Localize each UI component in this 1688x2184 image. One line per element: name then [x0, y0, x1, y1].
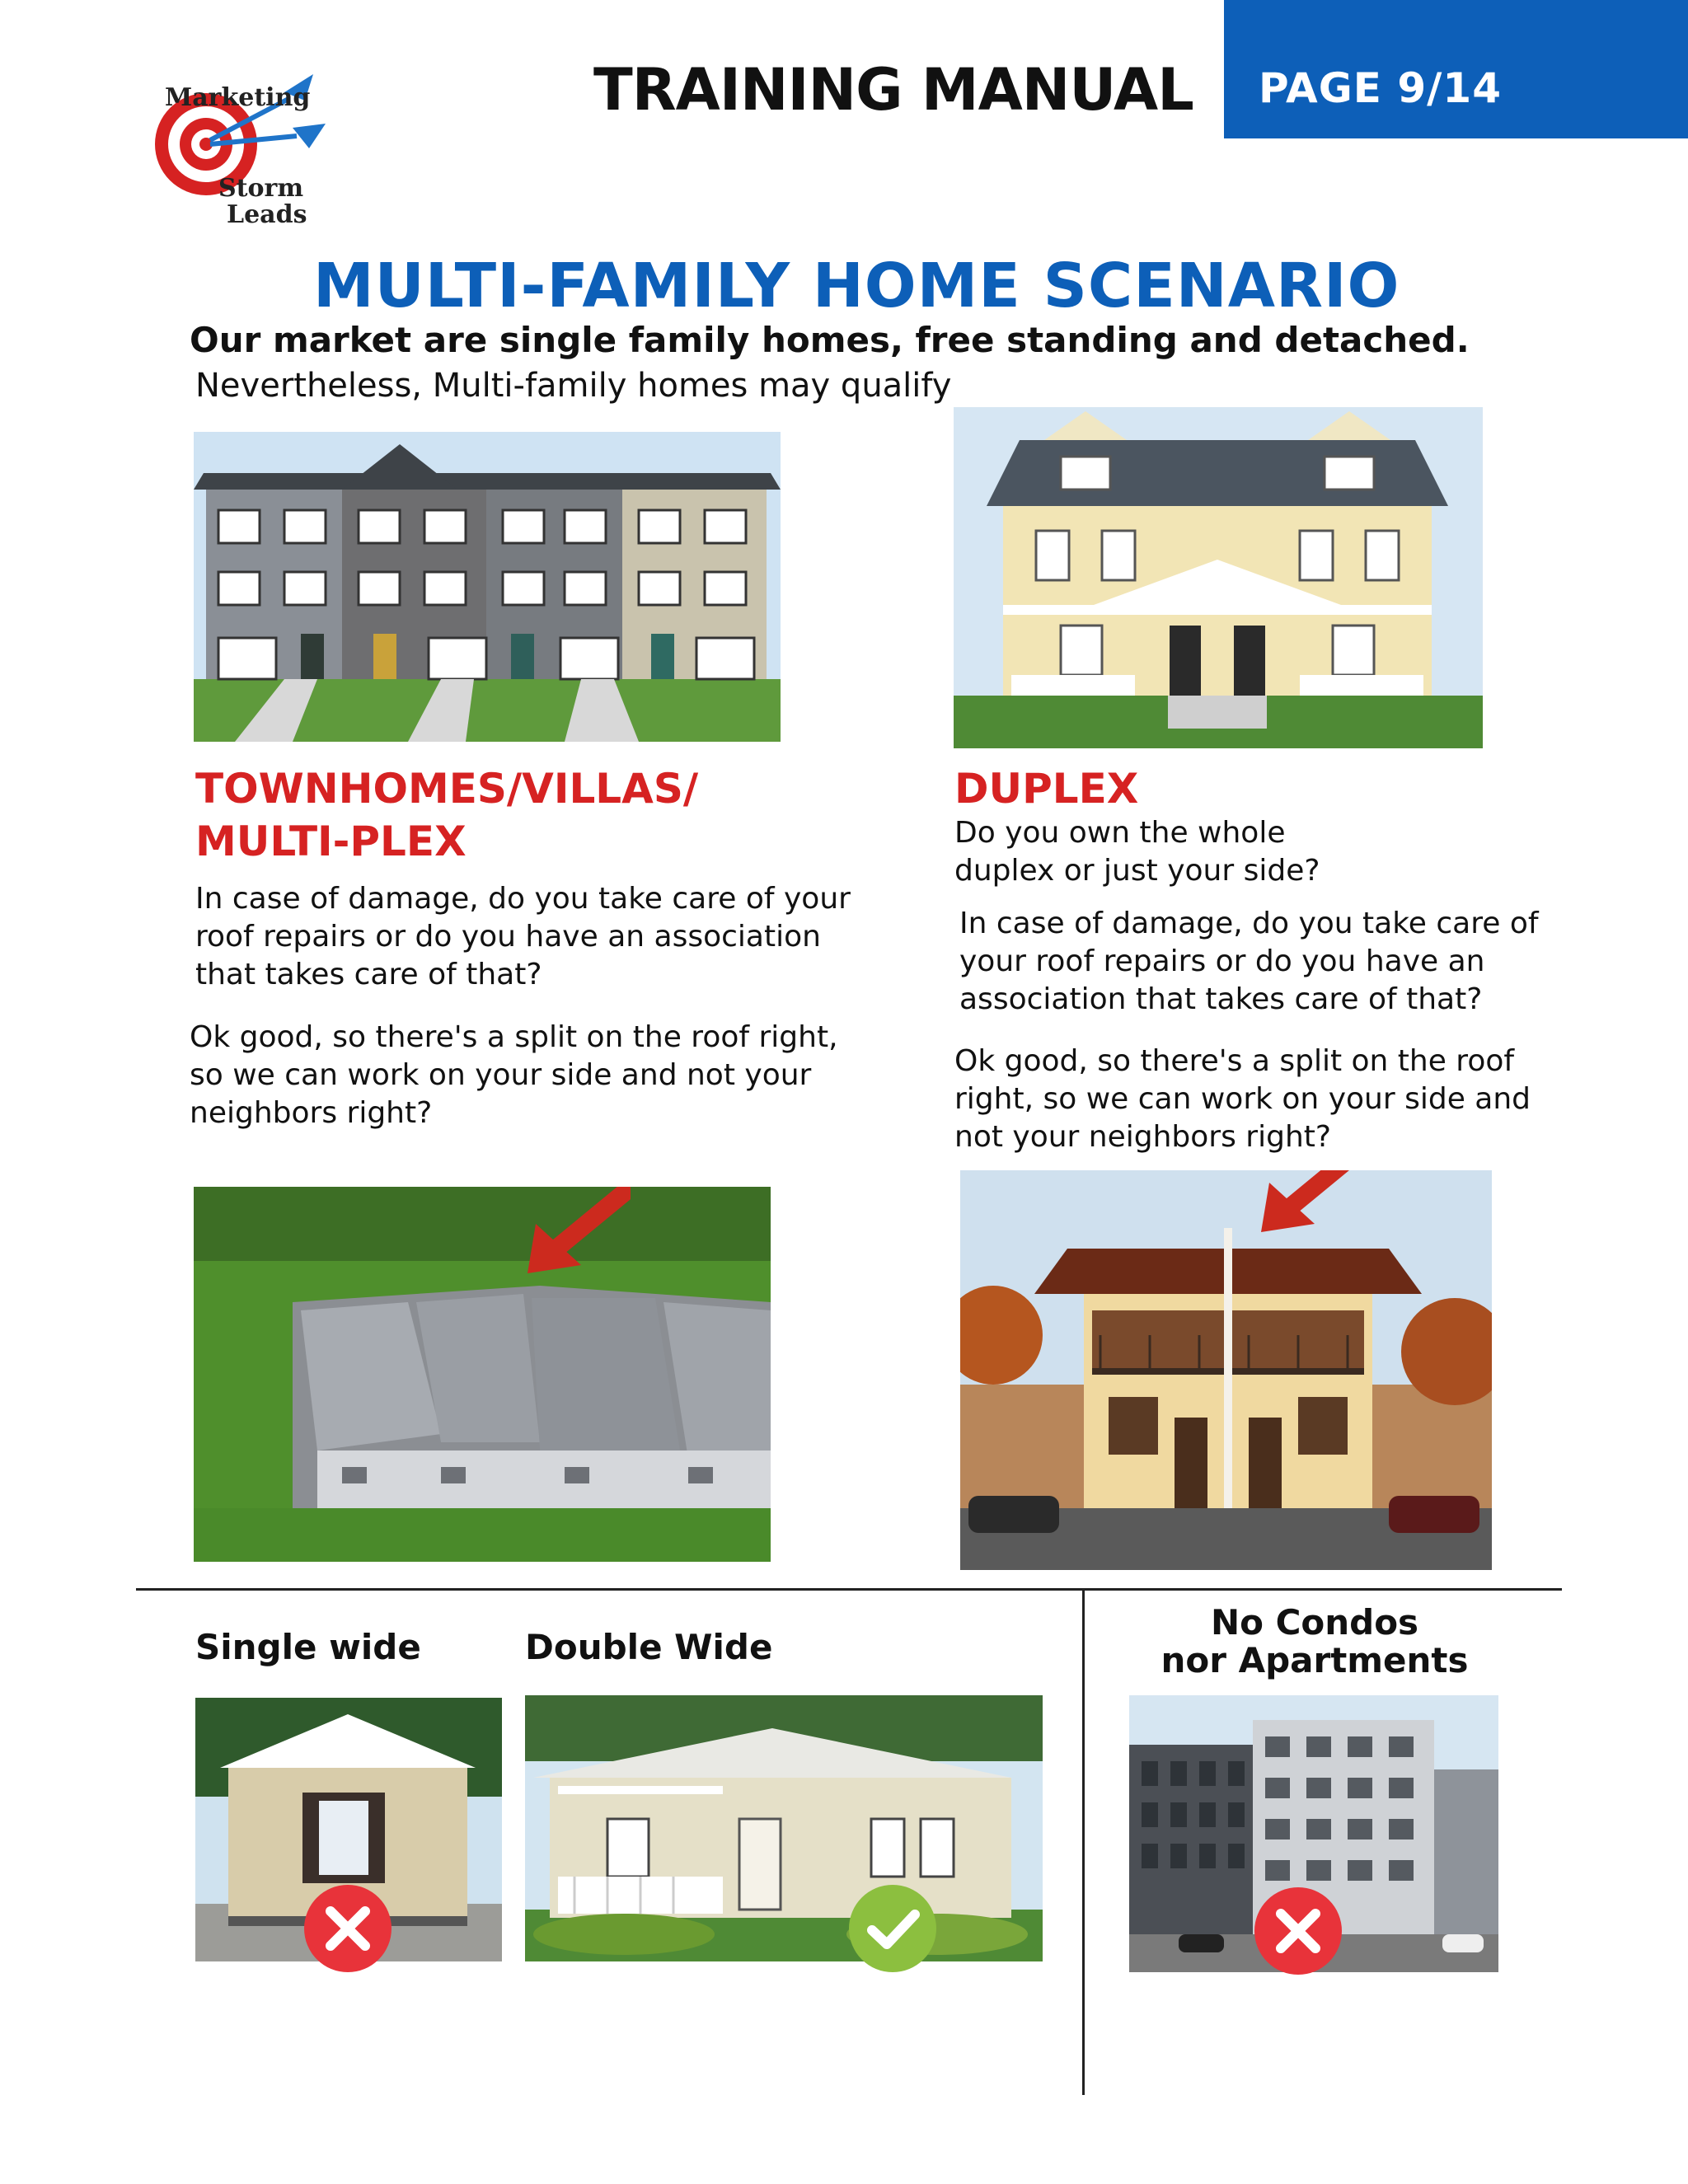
townhomes-question-2	[190, 1019, 838, 1132]
townhomes-heading	[195, 762, 698, 868]
double-wide-label: Double Wide	[525, 1627, 773, 1667]
reject-x-icon	[1254, 1887, 1342, 1975]
text-line: Ok good, so there's a split on the roof right,	[190, 1020, 838, 1054]
logo-text-leads: Leads	[227, 200, 307, 229]
page-title: MULTI-FAMILY HOME SCENARIO	[313, 251, 1400, 321]
text-line: that takes care of that?	[195, 958, 542, 991]
double-wide-photo	[525, 1695, 1043, 1961]
no-condos-line2: nor Apartments	[1160, 1640, 1469, 1680]
document-title: TRAINING MANUAL	[593, 56, 1193, 124]
townhomes-question-1	[195, 880, 851, 994]
text-line: roof repairs or do you have an association	[195, 920, 821, 954]
duplex-heading: DUPLEX	[954, 765, 1139, 813]
logo-text-storm: Storm	[218, 174, 304, 203]
text-line: Do you own the whole	[954, 816, 1286, 850]
no-condos-label	[1137, 1604, 1492, 1680]
marketing-storm-leads-logo	[148, 58, 346, 231]
townhomes-heading-line1: TOWNHOMES/VILLAS/	[195, 765, 699, 813]
text-line: association that takes care of that?	[959, 982, 1483, 1016]
logo-text-marketing: Marketing	[165, 83, 311, 112]
duplex-split-photo	[960, 1170, 1492, 1570]
text-line: duplex or just your side?	[954, 854, 1320, 888]
text-line: In case of damage, do you take care of	[959, 907, 1539, 940]
section-divider-vertical	[1082, 1591, 1085, 2095]
townhomes-heading-line2: MULTI-PLEX	[195, 818, 467, 865]
no-condos-line1: No Condos	[1210, 1602, 1419, 1643]
reject-x-icon	[304, 1885, 392, 1972]
text-line: neighbors right?	[190, 1096, 433, 1130]
duplex-question-1	[959, 905, 1539, 1019]
arrow-pointer-icon	[1257, 1170, 1364, 1236]
intro-bold-text: Our market are single family homes, free standing and detached.	[190, 320, 1470, 360]
duplex-question-2	[954, 1043, 1531, 1156]
townhomes-photo	[194, 432, 781, 742]
accept-check-icon	[849, 1885, 936, 1972]
intro-text: Nevertheless, Multi-family homes may qualify	[195, 367, 952, 405]
arrow-pointer-icon	[523, 1187, 631, 1277]
section-divider-horizontal	[136, 1588, 1562, 1591]
duplex-question-0	[954, 814, 1320, 890]
duplex-photo	[954, 407, 1483, 748]
page-number-tab: PAGE 9/14	[1224, 0, 1688, 138]
text-line: Ok good, so there's a split on the roof	[954, 1044, 1515, 1078]
text-line: not your neighbors right?	[954, 1120, 1331, 1154]
text-line: your roof repairs or do you have an	[959, 944, 1485, 978]
townhomes-aerial-photo	[194, 1187, 771, 1562]
text-line: so we can work on your side and not your	[190, 1058, 812, 1092]
text-line: right, so we can work on your side and	[954, 1082, 1531, 1116]
single-wide-label: Single wide	[195, 1627, 421, 1667]
text-line: In case of damage, do you take care of your	[195, 882, 851, 916]
